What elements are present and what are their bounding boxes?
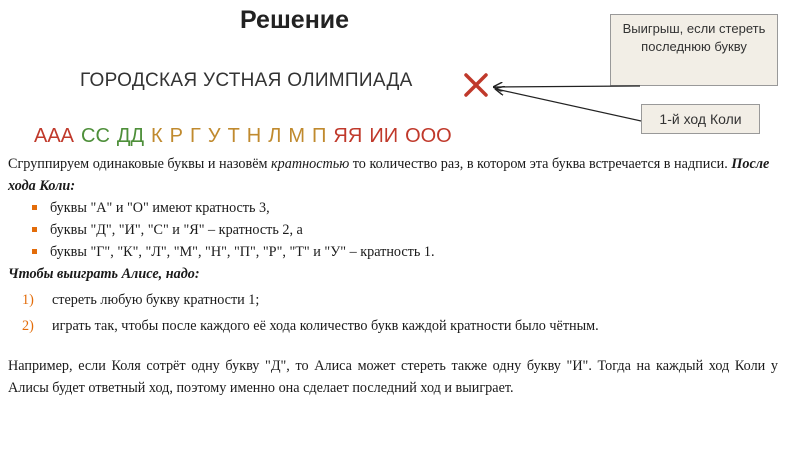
letter-groups [34, 125, 459, 148]
letter-group: ААА [34, 125, 75, 147]
letter-group: ООО [405, 125, 452, 147]
list-item: 2) играть так, чтобы после каждого её хода количество букв каждой кратности было чётным. [22, 315, 778, 337]
letter-group: Р [169, 125, 184, 147]
list-item: буквы "Г", "К", "Л", "М", "Н", "П", "Р", "Т" и "У" – кратность 1. [30, 241, 778, 263]
letter-group: ДД [116, 125, 145, 147]
win-heading: Чтобы выиграть Алисе, надо: [8, 266, 200, 282]
letter-group: К [151, 125, 163, 147]
move-arrow [496, 89, 641, 121]
list-item: 1) стереть любую букву кратности 1; [22, 289, 778, 311]
win-callout: Выигрыш, если стереть последнюю букву [610, 14, 778, 86]
cross-mark-icon [463, 72, 489, 98]
letter-group: Г [190, 125, 201, 147]
multiplicity-list [8, 197, 778, 263]
olympiad-text: ГОРОДСКАЯ УСТНАЯ ОЛИМПИАДА [80, 70, 413, 91]
letter-group: СС [81, 125, 110, 147]
list-item: буквы "А" и "О" имеют кратность 3, [30, 197, 778, 219]
term-multiplicity: кратностью [271, 156, 350, 172]
after-move-label: После хода Коли: [8, 156, 770, 194]
letter-group: М [288, 125, 306, 147]
letter-group: ИИ [369, 125, 399, 147]
solution-body [8, 153, 778, 399]
example-paragraph: Например, если Коля сотрёт одну букву "Д", то Алиса может стереть также одну букву "И". Тогда на каждый ход Коли у Алисы будет ответный ход, поэтому именно она сделает последний ход и выиграет. [8, 358, 778, 396]
strategy-steps [8, 289, 778, 337]
slide-title: Решение [240, 6, 350, 34]
step-number: 2) [22, 318, 34, 334]
letter-group: ЯЯ [333, 125, 363, 147]
list-item: буквы "Д", "И", "С" и "Я" – кратность 2, а [30, 219, 778, 241]
letter-group: У [207, 125, 221, 147]
intro-paragraph: Сгруппируем одинаковые буквы и назовём кратностью то количество раз, в котором эта буква встречается в надписи. После хода Коли: [8, 156, 770, 194]
letter-group: Т [227, 125, 240, 147]
letter-group: П [312, 125, 327, 147]
win-arrow [494, 86, 640, 87]
step-number: 1) [22, 292, 34, 308]
move-callout: 1-й ход Коли [641, 104, 760, 134]
letter-group: Н [246, 125, 262, 147]
letter-group: Л [268, 125, 282, 147]
